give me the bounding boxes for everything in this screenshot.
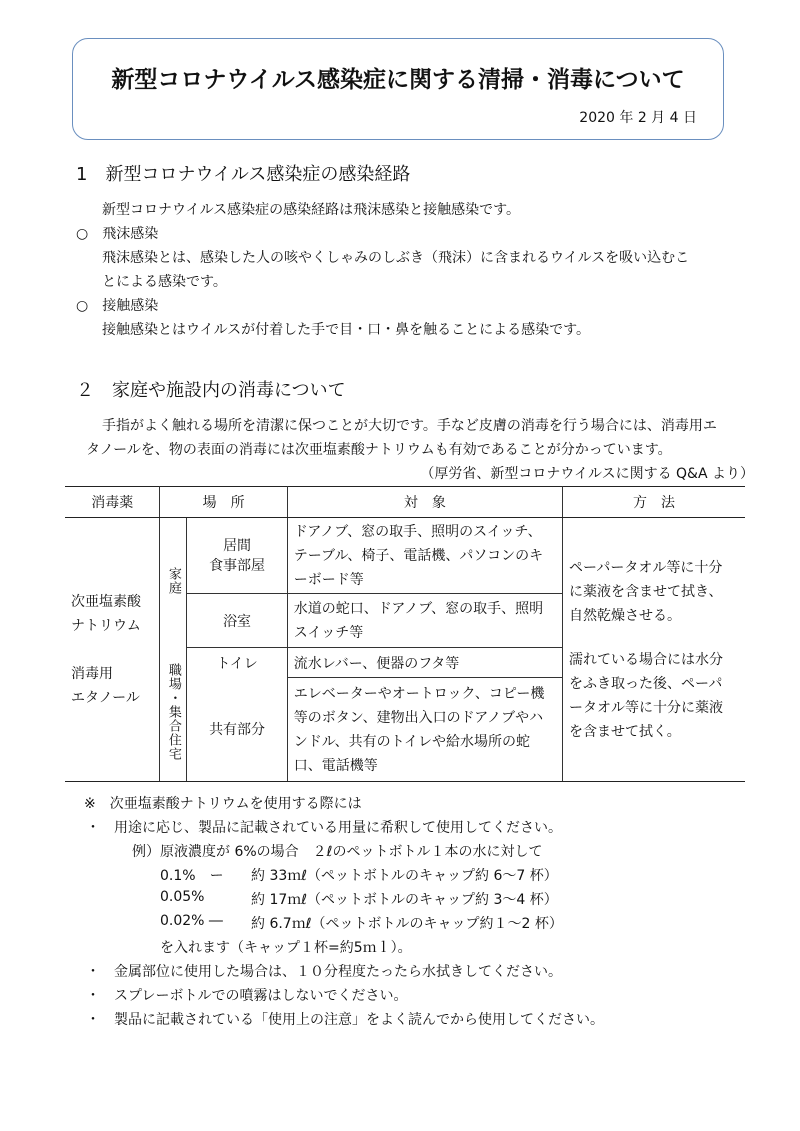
dilution-pct: 0.05% [160, 889, 205, 905]
group-home-cell [160, 518, 187, 648]
place-cell [187, 648, 287, 678]
method-line: 濡れている場合には水分 [569, 652, 724, 668]
notes-bullet3: ・ スプレーボトルでの噴霧はしないでください。 [86, 988, 408, 1004]
header-method: 方 法 [563, 487, 745, 518]
dilution-amount: 約 33ｍℓ（ペットボトルのキャップ約 6～7 杯） [251, 868, 558, 884]
table-header-row [65, 487, 745, 518]
dilution-pct: 0.02% ― [160, 913, 223, 929]
target-line: 口、電話機等 [293, 757, 378, 774]
header-target: 対 象 [287, 487, 562, 518]
target-line: 等のボタン、建物出入口のドアノブやハ [293, 709, 544, 726]
group-work-cell [160, 648, 187, 782]
disinfectant1-line1: 次亜塩素酸 [71, 593, 141, 610]
method-line: をふき取った後、ペーパ [569, 676, 723, 692]
target-line: 水道の蛇口、ドアノブ、窓の取手、照明 [293, 600, 544, 617]
target-line: ンドル、共有のトイレや給水場所の蛇 [293, 733, 530, 750]
target-cell [287, 518, 562, 594]
method-line: に薬液を含ませて拭き、 [569, 584, 723, 600]
section2-line2: タノールを、物の表面の消毒には次亜塩素酸ナトリウムも有効であることが分かっています。 [86, 442, 672, 458]
table-row [65, 518, 745, 594]
target-line: 流水レバー、便器のフタ等 [293, 655, 460, 672]
target-cell [287, 648, 562, 678]
target-line: ドアノブ、窓の取手、照明のスイッチ、 [293, 523, 542, 540]
place-label: 共有部分 [209, 722, 266, 739]
place-label: トイレ [216, 655, 258, 672]
notes-bullet2: ・ 金属部位に使用した場合は、１０分程度たったら水拭きしてください。 [86, 964, 562, 980]
page-title: 新型コロナウイルス感染症に関する清掃・消毒について [111, 67, 685, 93]
target-line: テーブル、椅子、電話機、パソコンのキ [293, 547, 544, 564]
target-line: ーボード等 [293, 571, 364, 588]
place-label: 居間 [223, 537, 252, 554]
section1-intro: 新型コロナウイルス感染症の感染経路は飛沫感染と接触感染です。 [102, 202, 521, 218]
group-work-label: 職場・集合住宅 [165, 663, 181, 762]
contact-line1: 接触感染とはウイルスが付着した手で目・口・鼻を触ることによる感染です。 [102, 322, 591, 338]
section2-line1: 手指がよく触れる場所を清潔に保つことが大切です。手など皮膚の消毒を行う場合には、消毒用エ [102, 418, 717, 434]
title-box [72, 38, 724, 140]
disinfection-table [65, 486, 745, 782]
section2-heading: ２ 家庭や施設内の消毒について [76, 380, 346, 401]
method-cell [563, 518, 745, 782]
dilution-amount: 約 6.7ｍℓ（ペットボトルのキャップ約１～2 杯） [251, 916, 563, 932]
notes-example: 例）原液濃度が 6%の場合 ２ℓのペットボトル１本の水に対して [132, 844, 543, 860]
contact-title: ○ 接触感染 [76, 298, 159, 314]
notes-bullet4: ・ 製品に記載されている「使用上の注意」をよく読んでから使用してください。 [86, 1012, 604, 1028]
disinfectant-cell [65, 518, 160, 782]
target-cell [287, 594, 562, 648]
method-line: ータオル等に十分に薬液 [569, 700, 724, 716]
header-place: 場 所 [160, 487, 287, 518]
notes-header: ※ 次亜塩素酸ナトリウムを使用する際には [84, 796, 362, 812]
target-cell [287, 678, 562, 782]
droplet-line2: とによる感染です。 [102, 274, 227, 290]
place-cell [187, 678, 287, 782]
droplet-line1: 飛沫感染とは、感染した人の咳やくしゃみのしぶき（飛沫）に含まれるウイルスを吸い込むこ [102, 250, 690, 266]
target-line: スイッチ等 [293, 624, 364, 641]
method-line: を含ませて拭く。 [569, 724, 681, 740]
method-line: ペーパータオル等に十分 [569, 560, 723, 576]
date: 2020 年 2 月 4 日 [579, 110, 697, 126]
method-line: 自然乾燥させる。 [569, 608, 682, 624]
place-cell [187, 594, 287, 648]
notes-bullet1: ・ 用途に応じ、製品に記載されている用量に希釈して使用してください。 [86, 820, 562, 836]
place-cell [187, 518, 287, 594]
place-label: 食事部屋 [209, 557, 266, 574]
group-home-label: 家庭 [165, 566, 181, 595]
droplet-title: ○ 飛沫感染 [76, 226, 159, 242]
header-disinfectant: 消毒薬 [65, 487, 160, 518]
place-label: 浴室 [223, 613, 252, 630]
disinfectant2-line2: エタノール [71, 689, 140, 706]
disinfectant2-line1: 消毒用 [71, 665, 113, 682]
source-note: （厚労省、新型コロナウイルスに関する Q&A より） [420, 466, 754, 482]
disinfectant1-line2: ナトリウム [71, 617, 141, 634]
dilution-amount: 約 17ｍℓ（ペットボトルのキャップ約 3～4 杯） [251, 892, 558, 908]
section1-heading: 1 新型コロナウイルス感染症の感染経路 [76, 164, 411, 185]
dilution-pct: 0.1% ー [160, 868, 224, 884]
target-line: エレベーターやオートロック、コピー機 [293, 685, 545, 702]
cap-note: を入れます（キャップ１杯=約5ｍｌ）。 [160, 940, 412, 956]
